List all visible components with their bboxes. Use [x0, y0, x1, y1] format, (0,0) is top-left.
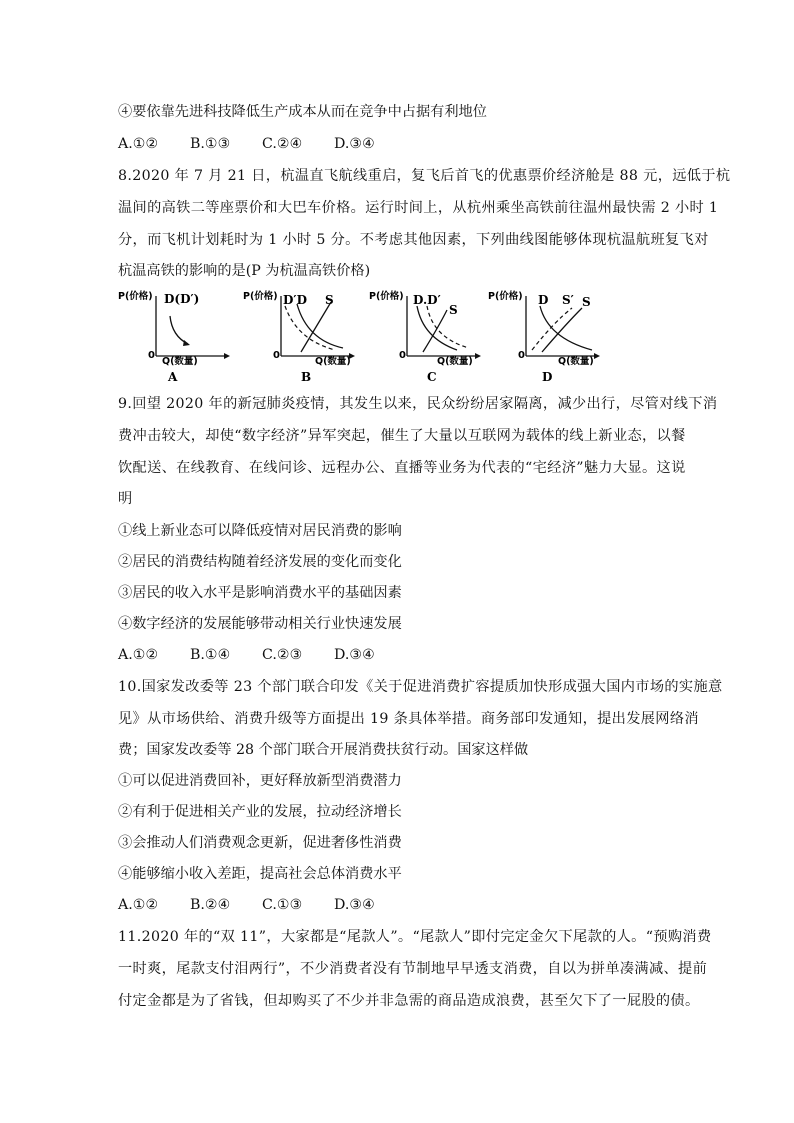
graph-d-curve-label-d: D	[538, 293, 549, 307]
graph-c-letter: C	[427, 370, 437, 384]
q8-stem-line-3: 分，而飞机计划耗时为 1 小时 5 分。不考虑其他因素，下列曲线图能够体现杭温航班复飞对	[118, 232, 709, 248]
q7-option-b: B.①③	[190, 136, 231, 152]
q9-item-4: ④数字经济的发展能够带动相关行业快速发展	[118, 616, 402, 632]
graph-c-supply-curve	[423, 310, 447, 352]
graph-c-curve-label-s: S	[449, 303, 458, 317]
q7-options	[118, 134, 406, 154]
graph-a-origin: 0	[148, 350, 155, 361]
q7-option-c: C.②④	[262, 136, 303, 152]
graph-d-supply-solid	[542, 308, 582, 352]
q10-option-a: A.①②	[118, 897, 159, 913]
q9-option-c: C.②③	[262, 647, 303, 663]
graph-a-q-label: Q(数量)	[162, 356, 198, 367]
q10-options	[118, 895, 406, 915]
graph-a-figure	[118, 288, 228, 388]
q10-stem-line-1: 10.国家发改委等 23 个部门联合印发《关于促进消费扩容提质加快形成强大国内市场的实施意	[118, 679, 723, 695]
graph-d-p-label: P(价格)	[488, 291, 523, 302]
q10-item-2: ②有利于促进相关产业的发展，拉动经济增长	[118, 804, 402, 820]
q11-stem-line-1: 11.2020 年的“双 11”，大家都是“尾款人”。“尾款人”即付完定金欠下尾款的人。“预购消费	[118, 929, 712, 945]
q9-options	[118, 645, 406, 665]
graph-a-letter: A	[168, 370, 178, 384]
q9-option-b: B.①④	[190, 647, 231, 663]
graph-b-letter: B	[301, 370, 312, 384]
graph-d-letter: D	[542, 370, 553, 384]
graph-d-q-label: Q(数量)	[558, 356, 594, 367]
graph-a-arrow-icon	[224, 353, 230, 359]
q7-option-a: A.①②	[118, 136, 159, 152]
q10-stem-line-3: 费；国家发改委等 28 个部门联合开展消费扶贫行动。国家这样做	[118, 742, 529, 758]
q10-item-3: ③会推动人们消费观念更新，促进奢侈性消费	[118, 835, 402, 851]
q9-stem-line-3: 饮配送、在线教育、在线问诊、远程办公、直播等业务为代表的“宅经济”魅力大显。这说	[118, 460, 686, 476]
q10-option-d: D.③④	[334, 897, 375, 913]
q11-stem-line-3: 付定金都是为了省钱，但却购买了不少并非急需的商品造成浪费，甚至欠下了一屁股的债。	[118, 993, 700, 1009]
q10-option-b: B.②④	[190, 897, 231, 913]
graph-a-curve-label: D(D′)	[164, 292, 200, 306]
graph-c-p-label: P(价格)	[369, 291, 404, 302]
q10-item-4: ④能够缩小收入差距，提高社会总体消费水平	[118, 866, 402, 882]
q8-stem-line-2: 温间的高铁二等座票价和大巴车价格。运行时间上，从杭州乘坐高铁前往温州最快需 2 小时 1	[118, 200, 719, 216]
graph-c-arrow-icon	[475, 353, 481, 359]
graph-c-origin: 0	[399, 350, 406, 361]
q9-item-3: ③居民的收入水平是影响消费水平的基础因素	[118, 585, 402, 601]
graph-b-curve-label-d: D′D	[283, 293, 307, 307]
graph-d-curve-label-s: S	[582, 295, 591, 309]
q11-stem-line-2: 一时爽，尾款支付泪两行”，不少消费者没有节制地早早透支消费，自以为拼单凑满减、提前	[118, 961, 708, 977]
graph-d-arrow-icon	[594, 353, 600, 359]
graph-c-demand-dashed	[427, 306, 469, 348]
graph-c	[369, 288, 479, 388]
graph-c-curve-label-d: D.D′	[413, 293, 441, 307]
graph-b-figure	[243, 288, 353, 388]
q10-item-1: ①可以促进消费回补，更好释放新型消费潜力	[118, 773, 402, 789]
graph-b-demand-solid	[297, 304, 343, 348]
graph-a	[118, 288, 228, 388]
graph-a-p-label: P(价格)	[118, 291, 153, 302]
graph-b-curve-label-s: S	[325, 293, 334, 307]
graph-c-q-label: Q(数量)	[437, 356, 473, 367]
q9-option-a: A.①②	[118, 647, 159, 663]
q7-option-d: D.③④	[334, 136, 375, 152]
q9-item-1: ①线上新业态可以降低疫情对居民消费的影响	[118, 523, 402, 539]
graph-b-origin: 0	[273, 350, 280, 361]
q8-stem-line-4: 杭温高铁的影响的是(P 为杭温高铁价格)	[118, 263, 371, 279]
graph-a-demand-curve	[170, 316, 188, 344]
graph-d-curve-label-s-prime: S′	[562, 293, 574, 307]
graph-d	[488, 288, 598, 388]
q9-stem-line-2: 费冲击较大，却使“数字经济”异军突起，催生了大量以互联网为载体的线上新业态，以餐	[118, 428, 686, 444]
graph-b-q-label: Q(数量)	[315, 356, 351, 367]
q9-item-2: ②居民的消费结构随着经济发展的变化而变化	[118, 554, 402, 570]
graph-b	[243, 288, 353, 388]
graph-c-figure	[369, 288, 479, 388]
q9-option-d: D.③④	[334, 647, 375, 663]
q10-stem-line-2: 见》从市场供给、消费升级等方面提出 19 条具体举措。商务部印发通知，提出发展网络消	[118, 711, 699, 727]
q9-stem-line-1: 9.回望 2020 年的新冠肺炎疫情，其发生以来，民众纷纷居家隔离，减少出行，尽管对线下消	[118, 396, 718, 412]
graph-b-p-label: P(价格)	[243, 291, 278, 302]
q7-item-4: ④要依靠先进科技降低生产成本从而在竞争中占据有利地位	[118, 104, 487, 120]
graph-b-supply-curve	[301, 302, 331, 352]
q9-stem-line-4: 明	[118, 491, 133, 507]
graph-d-figure	[488, 288, 598, 388]
graph-a-shift-arrow-icon	[183, 340, 190, 346]
q8-stem-line-1: 8.2020 年 7 月 21 日，杭温直飞航线重启，复飞后首飞的优惠票价经济舱是 88 元，远低于杭	[118, 168, 731, 184]
q10-option-c: C.①③	[262, 897, 303, 913]
graph-d-origin: 0	[518, 350, 525, 361]
